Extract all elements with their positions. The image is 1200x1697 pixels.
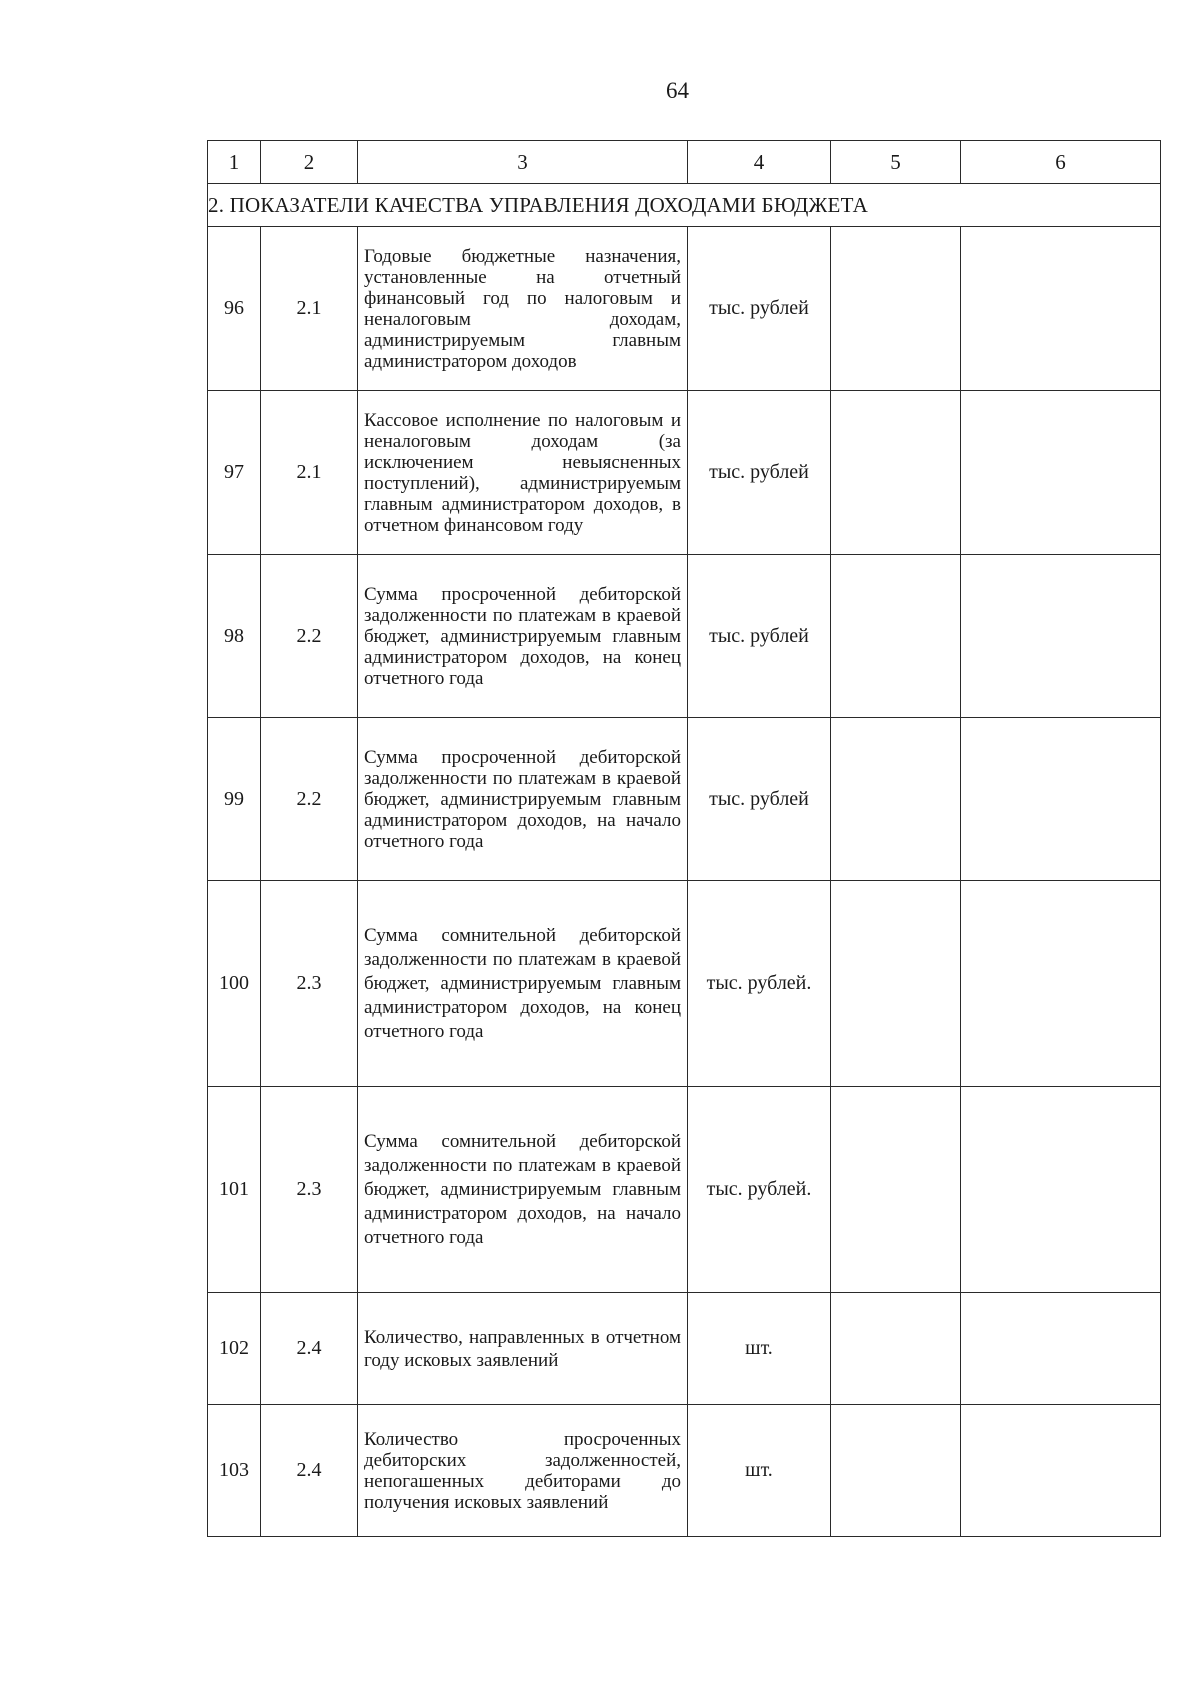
- column-header: 2: [261, 141, 358, 184]
- row-number: 103: [208, 1405, 261, 1537]
- unit: тыс. рублей: [688, 555, 831, 718]
- indicator-code: 2.3: [261, 881, 358, 1087]
- value-cell: [831, 718, 961, 881]
- value-cell: [961, 555, 1161, 718]
- indicator-name: Количество, направленных в отчетном году исковых заявлений: [358, 1293, 688, 1405]
- row-number: 96: [208, 227, 261, 391]
- value-cell: [961, 1405, 1161, 1537]
- table-header-row: [208, 141, 1161, 184]
- indicator-code: 2.2: [261, 718, 358, 881]
- section-row: [208, 184, 1161, 227]
- value-cell: [831, 881, 961, 1087]
- value-cell: [961, 881, 1161, 1087]
- unit: шт.: [688, 1293, 831, 1405]
- table-row: [208, 1293, 1161, 1405]
- row-number: 100: [208, 881, 261, 1087]
- indicator-name: Сумма сомнительной дебиторской задолженности по платежам в краевой бюджет, администрируемым главным администратором доходов, на конец отчетного года: [358, 881, 688, 1087]
- indicator-code: 2.3: [261, 1087, 358, 1293]
- row-number: 102: [208, 1293, 261, 1405]
- row-number: 97: [208, 391, 261, 555]
- column-header: 1: [208, 141, 261, 184]
- value-cell: [831, 1405, 961, 1537]
- value-cell: [831, 227, 961, 391]
- table-row: [208, 555, 1161, 718]
- indicators-table: [207, 140, 1161, 1537]
- unit: тыс. рублей: [688, 227, 831, 391]
- indicator-name: Сумма просроченной дебиторской задолженности по платежам в краевой бюджет, администрируемым главным администратором доходов, на начало отчетного года: [358, 718, 688, 881]
- indicator-name: Кассовое исполнение по налоговым и неналоговым доходам (за исключением невыясненных поступлений), администрируемым главным администратором доходов, в отчетном финансовом году: [358, 391, 688, 555]
- row-number: 98: [208, 555, 261, 718]
- indicator-code: 2.4: [261, 1405, 358, 1537]
- indicator-name: Годовые бюджетные назначения, установленные на отчетный финансовый год по налоговым и неналоговым доходам, администрируемым главным администратором доходов: [358, 227, 688, 391]
- column-header: 6: [961, 141, 1161, 184]
- value-cell: [831, 1293, 961, 1405]
- table-row: [208, 1405, 1161, 1537]
- value-cell: [961, 227, 1161, 391]
- indicator-name: Количество просроченных дебиторских задолженностей, непогашенных дебиторами до получения исковых заявлений: [358, 1405, 688, 1537]
- unit: тыс. рублей: [688, 391, 831, 555]
- value-cell: [831, 1087, 961, 1293]
- unit: тыс. рублей.: [688, 881, 831, 1087]
- value-cell: [831, 555, 961, 718]
- value-cell: [961, 1293, 1161, 1405]
- indicator-code: 2.1: [261, 391, 358, 555]
- value-cell: [961, 1087, 1161, 1293]
- table-row: [208, 718, 1161, 881]
- page-number: 64: [666, 78, 689, 103]
- indicator-code: 2.2: [261, 555, 358, 718]
- table-row: [208, 391, 1161, 555]
- section-title: 2. ПОКАЗАТЕЛИ КАЧЕСТВА УПРАВЛЕНИЯ ДОХОДАМИ БЮДЖЕТА: [208, 184, 1161, 227]
- column-header: 4: [688, 141, 831, 184]
- indicator-code: 2.1: [261, 227, 358, 391]
- column-header: 3: [358, 141, 688, 184]
- value-cell: [831, 391, 961, 555]
- unit: шт.: [688, 1405, 831, 1537]
- value-cell: [961, 718, 1161, 881]
- column-header: 5: [831, 141, 961, 184]
- unit: тыс. рублей.: [688, 1087, 831, 1293]
- unit: тыс. рублей: [688, 718, 831, 881]
- row-number: 101: [208, 1087, 261, 1293]
- table-row: [208, 1087, 1161, 1293]
- indicator-code: 2.4: [261, 1293, 358, 1405]
- value-cell: [961, 391, 1161, 555]
- row-number: 99: [208, 718, 261, 881]
- table-row: [208, 881, 1161, 1087]
- indicator-name: Сумма сомнительной дебиторской задолженности по платежам в краевой бюджет, администрируемым главным администратором доходов, на начало отчетного года: [358, 1087, 688, 1293]
- table-row: [208, 227, 1161, 391]
- indicator-name: Сумма просроченной дебиторской задолженности по платежам в краевой бюджет, администрируемым главным администратором доходов, на конец отчетного года: [358, 555, 688, 718]
